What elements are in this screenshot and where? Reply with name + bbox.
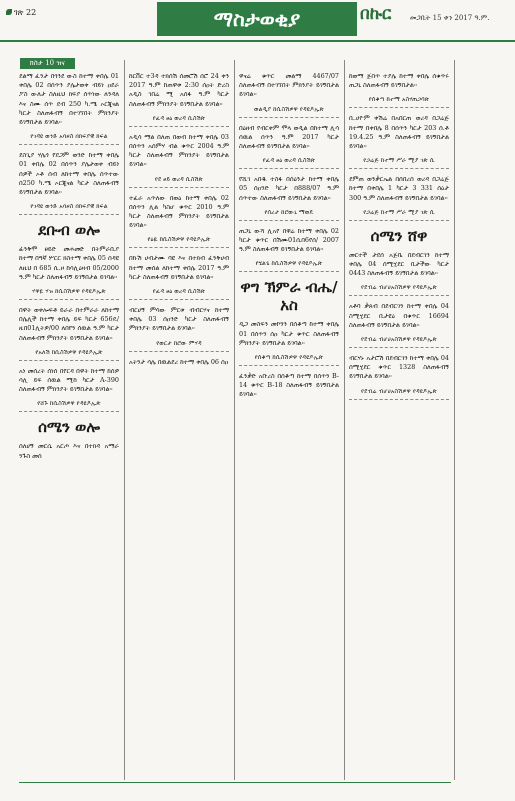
region-heading: ሰሜን ሸዋ — [370, 226, 428, 245]
notice-text: ተፈራ አጥለው በወዕ ከተማ ቀበሌ 02 በሰጥን ሊል ካስሆ ቁጥር 2010 ዓ.ም ካርታ ስለጠፋብኝ ምክንያት ይገኝበታል ይገባል። — [129, 193, 229, 230]
notice-separator — [349, 220, 449, 221]
notice-text: አነ መሰረት ሰነሰ በየርዳ በዋት ከተማ ከሰዎ ሳሊ ይፍ ሰዉል ሚከ ካርታ A-390 ስለጠፋብኝ ምክንያት ይገኝበታል ይገባል። — [19, 366, 119, 394]
notice-separator — [349, 347, 449, 348]
notice-separator — [239, 365, 339, 366]
notice-signature: የገዳዩ ወንድ አባዞስ በክፍያዊ ክፍል — [30, 203, 108, 211]
notice-signature: የደ ፀይ ወረዳ ሲስሽጽ — [154, 175, 204, 183]
notice-separator — [239, 117, 339, 118]
notice-signature: የሸጉ ከሲስሽዎዋ የዳዩዶኢጽ — [37, 400, 101, 408]
notice-separator — [19, 299, 119, 300]
notice-separator — [19, 411, 119, 412]
region-heading: ሰሜን ወሎ — [38, 418, 100, 437]
notice-signature: የአለሽ ከሲስሽዎዋ የዳዩዶኢጽ — [35, 348, 103, 356]
notice-separator — [239, 271, 339, 272]
notice-separator — [129, 299, 229, 300]
leaf-icon — [6, 9, 12, 15]
notice-separator — [239, 168, 339, 169]
column-divider — [124, 60, 125, 780]
notice-separator — [129, 247, 229, 248]
notice-text: ከወማ ጅበጥ ተያሌ ከተማ ቀበሌ ሰቁጥሩ ጠጋኒ ስለጠፋብኝ ይገኝበታል። — [349, 72, 449, 90]
notice-separator — [19, 214, 119, 215]
column-divider — [234, 60, 235, 780]
region-heading: ዋግ ኽምራ ብሔ/አስ — [240, 278, 338, 315]
issue-date: መጋቢት 15 ቀን 2017 ዓ.ም. — [410, 14, 490, 22]
notice-signature: የገዳዩ ወንድ አባዞስ በክፍያዊ ክፍል — [30, 133, 108, 141]
masthead — [0, 0, 515, 46]
notice-signature: የደብሬ ብሆሀአስሽዎዋ የዳዩዶኢጽ — [361, 387, 437, 395]
notice-text: አትንታ ሳሌ በዉልደረ ከተማ ቀበሌ 06 ሰዐ — [129, 357, 229, 366]
notice-signature: የሰረታ ከሮውኒ ማወዴ — [264, 208, 314, 216]
notice-separator — [129, 126, 229, 127]
notice-text: አቶባ ቃጸብ በደብርገን ከተማ ቀበሌ 04 ስሚሂደር ቢታዩዕ በቁጥር 16694 ስለጠፋብኝ ይገኝበታል ይገባል። — [349, 302, 449, 329]
notice-text: ዋናሬ ቁጥር መልማ 4467/07 ስለጠፋብኝ በተገኘበት ምክንያት ይገኝበታል ይገባል። — [239, 72, 339, 99]
column-1 — [19, 72, 119, 467]
notice-text: ደልማ ፈንታ በጎንደ ውስ ከተማ ቀበሌ 01 ቀበሌ 02 በሰጥን ያሌታወቀ ብይነ ዐደራ ፖስ ውለታ ስለዚህ ክፍያ ሰጥነው ለንዳለ እና ስሙ ሰጥ ደብ 250 ካ.ሜ ኦርጂናል ካርታ ስለጠፋብኝ በተገኘበት ምክንያት ይገኝበታል ይገባል። — [19, 72, 119, 127]
section-tag: ክስታ 10 ዝና — [20, 58, 75, 69]
notice-text: ዲጋ መስፍን መኮንን በሰቆጣ ከተማ ቀበሌ 01 በሰጥን ሰዐ ካርታ ቁጥር ስለጠፋብኝ ምክንያት ይገኝበታል ይገባል። — [239, 320, 339, 347]
notice-signature: የሰቆጣ ከተማ አስሃጠጋሳጽ — [368, 96, 430, 104]
region-heading: ደቡብ ወሎ — [38, 221, 100, 240]
notice-separator — [349, 399, 449, 400]
notice-signature: የፈዳ ፀዕ ወረዳ ሲስሽጽ — [152, 288, 206, 296]
column-divider — [344, 60, 345, 780]
notice-signature: የጋሬጅ ከተማ ሥራ ሚያ ገጽ ሲ — [363, 157, 435, 165]
notice-text: በዕዘብ የብርቀም ሞላ ወዲል በከተማ ሊሳ ሰዉል ሰጥን ዓ.ም 2017 ካርታ ስለጠፋብኝ ይገኝበታል ይገባል። — [239, 123, 339, 151]
column-4 — [349, 72, 449, 406]
column-divider — [454, 60, 455, 780]
notice-separator — [19, 144, 119, 145]
notice-text: ፊንቅሞ ፀይድ መሐመድ በትምራቢያ ከተማ በዓኛ ሦርር ክስተማ ቀበሌ 05 ሰዳዩ ለዚህ በ 685 ሲ.ዞ ከሳሊዕዛብ 05/2000 ዓ.ም ካርታ ስለጠፋብኝ ይገኝበታል ይገባል። — [19, 245, 119, 281]
notice-separator — [129, 351, 229, 352]
column-3 — [239, 72, 339, 406]
newspaper-title: በኩር — [360, 4, 392, 24]
notice-signature: የሄልጌ ከሲስሽዎዋ የዳዩዶኢጽ — [255, 260, 323, 268]
notice-text: ደስጊያ ሃሌጎ የደጋም ወንድ ከተማ ቀበሌ 01 ቀበሌ 02 በሰጥን ያሌታወቀ ብይነ ሰዎች ኦቶ ሰብ ለከተማ ቀበሌ ሰጥተው በ250 ካ.ሜ ኦርጂናል ካርታ ስለጠፋብኝ ይገኝበታል ይገባል። — [19, 151, 119, 197]
notice-separator — [349, 107, 449, 108]
notice-separator — [239, 220, 339, 221]
notice-text: በዋት ወቀሎፍቶ ይራራ በተምራራ ለከተማ በሌሊች ከተማ ቀበሌ ይፍ ካርታ 656ዴ/ዚበ01ሊትዎ/00 ለበየን ሰዉል ዓ.ም ካርታ ስለጠፋብኝ ምክንያት ይገኝበታል ይገባል። — [19, 306, 119, 342]
notice-text: ከርቨር ተ3ዳ ተክሰሽ ሰመሮሽ ሰሮ 24 ቀን 2017 ዓ.ም ከጠዋቱ 2:30 ሰዐት ድረስ አዲስ ገበሬ ሚ አሰፋ ዓ.ም ካርታ ስለጠፋብኝ ምክንያት ይገኝበታል ይገባል። — [129, 72, 229, 108]
notice-separator — [19, 360, 119, 361]
notice-text: ቢ.ሀዮም ቀሽሬ በአበርጠ ወረዳ በጋሬጅ ከተማ በቀበሌ 8 በሰጥን ካርታ 203 ሰ.ቶ 19.4.25 ዓ.ም ስለጠፋብኝ ይገኝበታል ይገባል። — [349, 114, 449, 151]
notice-text: አዲሳ ማል በለጠ በወብ ከተማ ቀበሌ 03 በሰጥን አሰምሃ ብል ቁጥር 2004 ዓ.ም ካርታ ስለጠፋብኝ ምክንያት ይገኝበታል ይገባል። — [129, 132, 229, 169]
top-rule — [0, 40, 515, 42]
notice-signature: የፈዳ ፀዕ ወረዳ ሲስሽጽ — [152, 114, 206, 122]
notice-text: ደምጠ ወንቃርኤል በሰበረሰ ወረዳ በጋሬጅ ከተማ በቀበሌ 1 ካርታ 3 331 ሰዕታ 300 ዓ.ም ስለጠፋብኝ ይገኝበታል ይገባል። — [349, 175, 449, 202]
notice-signature: የጋሬጅ ከተማ ሥራ ሚያ ገጽ ሲ — [363, 208, 435, 216]
notice-text: የሺገ አበዱ ተስፋ በሰዕንታ ከተማ ቀበሌ 05 ሰዐንድ ካርታ በ888/07 ዓ.ም ሰጥተው ስለጠፋብኝ ይገኝበታል ይገባል። — [239, 175, 339, 202]
notice-signature: የወርታ ከሮው ምሃዳ — [156, 339, 202, 347]
column-2 — [129, 72, 229, 373]
notice-signature: የዕዪ ከሲስሽዎዋ የዳዩዶኢጽ — [147, 236, 211, 244]
notice-signature: የፈዳ ፀዕ ወረዳ ሲስሽጽ — [262, 157, 316, 165]
notice-signature: የሰቆጣ ከሲስሽዎዋ የዳዩዶኢጽ — [254, 354, 324, 362]
notice-signature: የደብሬ ብሆሀአስሽዎዋ የዳዩዶኢጽ — [361, 284, 437, 292]
notice-signature: የደብሬ ብሆሀአስሽዎዋ የዳዩዶኢጽ — [361, 336, 437, 344]
notice-signature: ሃዋዬ ሃዝ ከሲስሽዎዋ የዳዩዶኢጽ — [32, 288, 106, 296]
notice-text: ብርሃኑ አታሮሽ በደብርገን ከተማ ቀበሌ 04 ሰሚሂደር ቁጥር 1328 ስለጠፋብኝ ይገኝበታል ይገባል። — [349, 354, 449, 381]
notice-text: በኩሽ ሀብታሙ ባዩ እና በተክብ ፈንቅሀብ ከተማ መሰል ለከተማ ቀበሌ 2017 ዓ.ም ካርታ ስለጠፋብኝ ይገኝበታል ይገባል። — [129, 254, 229, 281]
notice-separator — [349, 168, 449, 169]
section-banner: ማስታወቂያ — [157, 2, 357, 36]
notice-text: ፈንቃድ አቡረስ በሰቆጣ ከተማ በሰጥን B-14 ቁጥር B-18 ስለጠፋብኝ ይገኝበታል ይገባል። — [239, 372, 339, 399]
notice-text: ሰለሀኝ መርሴ አርጦ እና በተክዳ አማራ ንጉስ መሰ — [19, 442, 119, 460]
notice-text: ብርሀኝ ምሳው ምርቱ ብብርሃና ከተማ ቀበሌ 03 ሰዐንድ ካርታ ስለጠፋብኝ ምክንያት ይገኝበታል ይገባል። — [129, 306, 229, 333]
notice-text: ጠጋኒ ውሻ ሊአየ በዋሬ ከተማ ቀበሌ 02 ካርታ ቁጥር በሽሙ01ሲበ6የሰ/ 2007 ዓ.ም ስለጠፋብኝ ይገኝበታል ይገባል። — [239, 226, 339, 254]
notice-separator — [349, 295, 449, 296]
notice-separator — [129, 187, 229, 188]
page-number: ገጽ 22 — [14, 8, 37, 17]
notice-signature: ወልዲያ ከሲስሽዎዋ የዳዩዶኢጽ — [253, 105, 324, 113]
bottom-rule — [19, 782, 451, 783]
notice-text: መርተች ታደሰ አጅቤ በደብርገን ከተማ ቀበሌ 04 ሰሚሂደር ቢታችው ካርታ 0443 ስለጠፋብኝ ይገኝበታል ይገባል። — [349, 250, 449, 278]
